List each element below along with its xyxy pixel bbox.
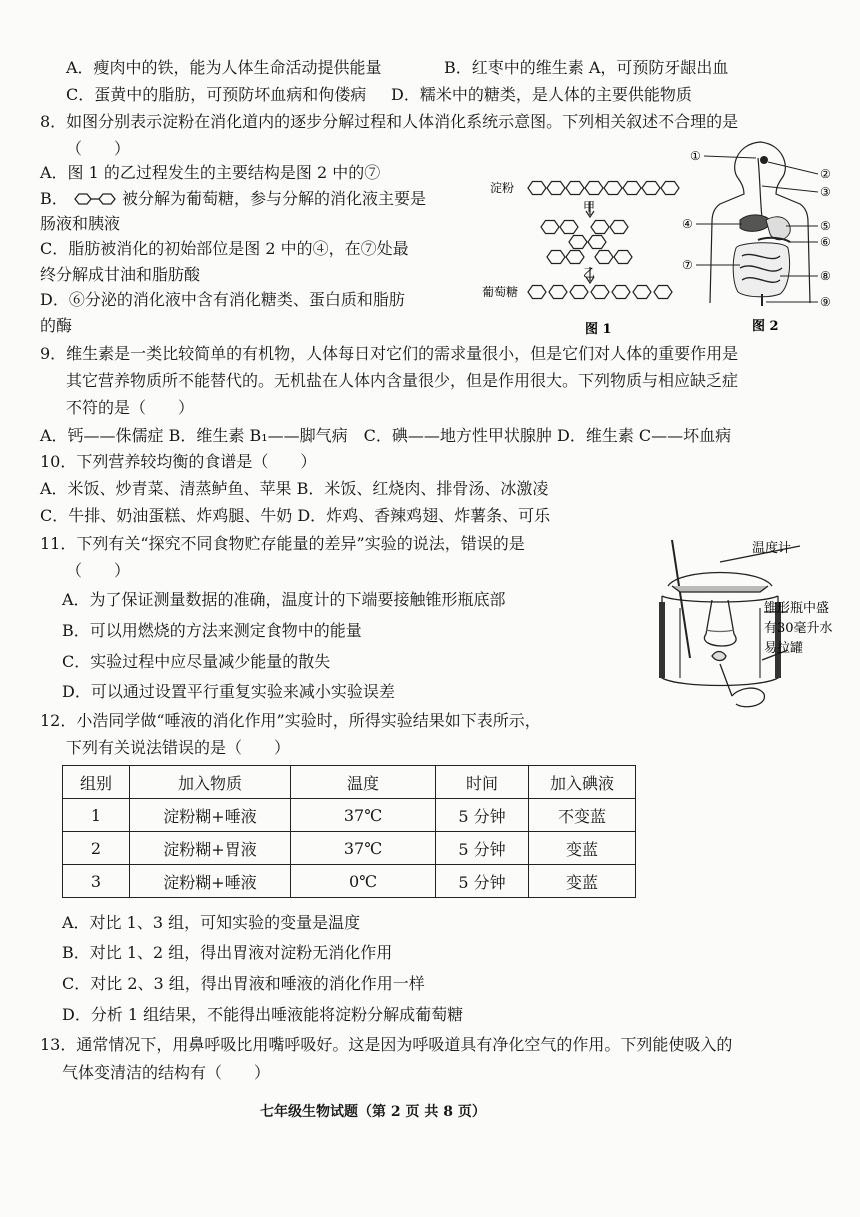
table-cell: 0℃ — [291, 865, 436, 898]
q8-option-b-cont: 肠液和胰液 — [40, 214, 121, 233]
figure-calorimeter — [640, 538, 852, 710]
disaccharide-icon — [73, 192, 117, 206]
table-cell: 5 分钟 — [436, 865, 529, 898]
q12-option-c: C．对比 2、3 组，得出胃液和唾液的消化作用一样 — [62, 974, 425, 993]
fig1-caption: 图 1 — [585, 322, 612, 337]
q13-stem-2: 气体变清洁的结构有（ ） — [62, 1063, 271, 1082]
q8-option-b-text: 被分解为葡萄糖，参与分解的消化液主要是 — [121, 189, 426, 208]
q8-option-b-prefix: B． — [40, 189, 68, 208]
fig2-label-8: ⑧ — [820, 269, 831, 283]
table-cell: 5 分钟 — [436, 799, 529, 832]
q8-option-d-cont: 的酶 — [40, 316, 73, 335]
experiment-results-table — [62, 765, 636, 898]
table-cell: 不变蓝 — [529, 799, 636, 832]
table-cell: 变蓝 — [529, 865, 636, 898]
q12-option-b: B．对比 1、2 组，得出胃液对淀粉无消化作用 — [62, 943, 393, 962]
thermometer-label: 温度计 — [752, 541, 792, 556]
q7-option-b: B．红枣中的维生素 A，可预防牙龈出血 — [444, 58, 729, 77]
q7-option-a: A．瘦肉中的铁，能为人体生命活动提供能量 — [66, 58, 382, 77]
table-header: 加入碘液 — [529, 766, 636, 799]
fig2-label-6: ⑥ — [820, 235, 831, 249]
table-header: 温度 — [291, 766, 436, 799]
q8-option-b — [40, 188, 426, 210]
fig1-starch-label: 淀粉 — [490, 181, 515, 195]
table-cell: 3 — [63, 865, 130, 898]
fig2-label-2: ② — [820, 167, 831, 181]
q10-options-ab: A．米饭、炒青菜、清蒸鲈鱼、苹果 B．米饭、红烧肉、排骨汤、冰激凌 — [40, 479, 549, 498]
q13-stem: 13．通常情况下，用鼻呼吸比用嘴呼吸好。这是因为呼吸道具有净化空气的作用。下列能使吸入的 — [40, 1035, 733, 1054]
table-cell: 淀粉糊+胃液 — [130, 832, 291, 865]
q12-option-a: A．对比 1、3 组，可知实验的变量是温度 — [62, 913, 361, 932]
q9-options: A．钙——侏儒症 B．维生素 B₁——脚气病 C．碘——地方性甲状腺肿 D．维生素 C——坏血病 — [40, 426, 732, 445]
table-cell: 2 — [63, 832, 130, 865]
table-cell: 37℃ — [291, 832, 436, 865]
q11-option-d: D．可以通过设置平行重复实验来减小实验误差 — [62, 682, 395, 701]
q9-stem-3: 不符的是（ ） — [66, 398, 195, 417]
table-row — [63, 799, 636, 832]
q11-option-b: B．可以用燃烧的方法来测定食物中的能量 — [62, 621, 362, 640]
q9-stem: 9．维生素是一类比较简单的有机物，人体每日对它们的需求量很小，但是它们对人体的重要作用是 — [40, 344, 739, 363]
q11-option-a: A．为了保证测量数据的准确，温度计的下端要接触锥形瓶底部 — [62, 590, 506, 609]
table-cell: 淀粉糊+唾液 — [130, 865, 291, 898]
fig2-caption: 图 2 — [752, 319, 779, 334]
fig2-label-4: ④ — [682, 217, 693, 231]
q12-stem-2: 下列有关说法错误的是（ ） — [66, 738, 291, 757]
q8-option-a: A．图 1 的乙过程发生的主要结构是图 2 中的⑦ — [40, 163, 381, 182]
q10-stem: 10．下列营养较均衡的食谱是（ ） — [40, 452, 317, 471]
table-cell: 淀粉糊+唾液 — [130, 799, 291, 832]
q7-option-d: D．糯米中的糖类，是人体的主要供能物质 — [391, 85, 692, 104]
table-header: 组别 — [63, 766, 130, 799]
fig2-label-9: ⑨ — [820, 295, 831, 309]
fig2-label-1: ① — [690, 149, 701, 163]
can-label: 易拉罐 — [764, 641, 804, 656]
table-row — [63, 832, 636, 865]
table-header: 时间 — [436, 766, 529, 799]
q9-stem-2: 其它营养物质所不能替代的。无机盐在人体内含量很少，但是作用很大。下列物质与相应缺乏症 — [66, 371, 739, 390]
table-cell: 5 分钟 — [436, 832, 529, 865]
page-footer: 七年级生物试题（第 2 页 共 8 页） — [260, 1104, 486, 1120]
fig2-label-7: ⑦ — [682, 258, 693, 272]
q8-option-c: C．脂肪被消化的初始部位是图 2 中的④，在⑦处最 — [40, 239, 409, 258]
starch-chain — [528, 182, 679, 195]
disaccharide-cluster — [541, 221, 632, 264]
figure-1-starch-digestion — [482, 175, 680, 340]
q8-option-c-cont: 终分解成甘油和脂肪酸 — [40, 265, 201, 284]
q12-stem: 12．小浩同学做“唾液的消化作用”实验时，所得实验结果如下表所示， — [40, 711, 541, 730]
table-header-row — [63, 766, 636, 799]
table-row — [63, 865, 636, 898]
q7-option-c: C．蛋黄中的脂肪，可预防坏血病和佝偻病 — [66, 85, 367, 104]
q11-option-c: C．实验过程中应尽量减少能量的散失 — [62, 652, 331, 671]
q8-stem-bracket: （ ） — [66, 139, 131, 158]
flask-label-line1: 锥形瓶中盛 — [764, 601, 830, 616]
q8-stem: 8．如图分别表示淀粉在消化道内的逐步分解过程和人体消化系统示意图。下列相关叙述不合理的是 — [40, 112, 739, 131]
q8-option-d: D．⑥分泌的消化液中含有消化糖类、蛋白质和脂肪 — [40, 290, 405, 309]
table-header: 加入物质 — [130, 766, 291, 799]
fig2-label-5: ⑤ — [820, 219, 831, 233]
q12-option-d: D．分析 1 组结果，不能得出唾液能将淀粉分解成葡萄糖 — [62, 1005, 464, 1024]
fig1-glucose-label: 葡萄糖 — [482, 285, 519, 299]
table-cell: 1 — [63, 799, 130, 832]
q11-stem-bracket: （ ） — [66, 561, 131, 580]
fig1-jia-label: 甲 — [583, 200, 596, 214]
fig2-label-3: ③ — [820, 185, 831, 199]
glucose-row — [528, 286, 672, 299]
figure-2-digestive-system — [680, 138, 840, 338]
flask-label-line2: 有30毫升水 — [764, 621, 833, 636]
table-cell: 37℃ — [291, 799, 436, 832]
table-cell: 变蓝 — [529, 832, 636, 865]
fig1-yi-label: 乙 — [583, 266, 596, 280]
q11-stem: 11．下列有关“探究不同食物贮存能量的差异”实验的说法，错误的是 — [40, 534, 525, 553]
q10-options-cd: C．牛排、奶油蛋糕、炸鸡腿、牛奶 D．炸鸡、香辣鸡翅、炸薯条、可乐 — [40, 506, 551, 525]
